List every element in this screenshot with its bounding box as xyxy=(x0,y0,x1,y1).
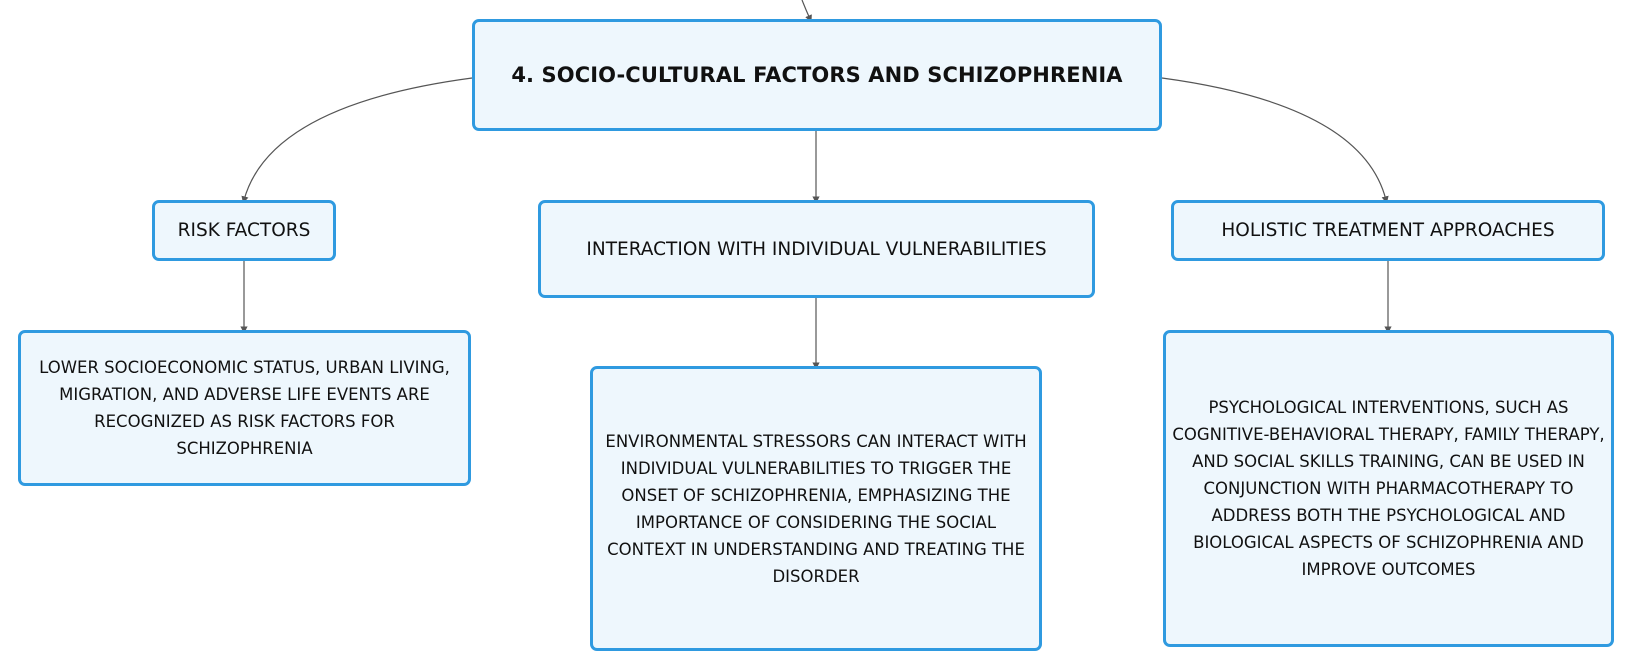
branch-interaction-node[interactable] xyxy=(538,200,1095,298)
connector-root-holistic xyxy=(1162,78,1386,200)
connector-incoming-root xyxy=(802,0,810,19)
branch-risk-factors-label: RISK FACTORS xyxy=(177,220,311,241)
interaction-detail-text: ENVIRONMENTAL STRESSORS CAN INTERACT WITH INDIVIDUAL VULNERABILITIES TO TRIGGER THE ONSET OF SCHIZOPHRENIA, EMPHASIZING THE IMPORTANCE OF CONSIDERING THE SOCIAL CONTEXT IN UNDERSTANDING AND TREATING THE DISORDER xyxy=(605,431,1027,586)
root-topic-node[interactable] xyxy=(472,19,1162,131)
holistic-treatment-detail-text: PSYCHOLOGICAL INTERVENTIONS, SUCH AS COGNITIVE-BEHAVIORAL THERAPY, FAMILY THERAPY, AND SOCIAL SKILLS TRAINING, CAN BE USED IN CONJUNCTION WITH PHARMACOTHERAPY TO ADDRESS BOTH THE PSYCHOLOGICAL AND BIOLOGICAL ASPECTS OF SCHIZOPHRENIA AND IMPROVE OUTCOMES xyxy=(1172,398,1605,579)
risk-factors-detail-node[interactable] xyxy=(18,330,471,486)
branch-holistic-treatment-node[interactable] xyxy=(1171,200,1605,261)
connector-root-risk-factors xyxy=(244,78,472,200)
branch-holistic-treatment-label: HOLISTIC TREATMENT APPROACHES xyxy=(1221,220,1555,241)
branch-risk-factors-node[interactable] xyxy=(152,200,336,261)
risk-factors-detail-text: LOWER SOCIOECONOMIC STATUS, URBAN LIVING, MIGRATION, AND ADVERSE LIFE EVENTS ARE RECOGNIZED AS RISK FACTORS FOR SCHIZOPHRENIA xyxy=(39,358,450,458)
interaction-detail-node[interactable] xyxy=(590,366,1042,651)
root-topic-label: 4. SOCIO-CULTURAL FACTORS AND SCHIZOPHRENIA xyxy=(511,63,1123,87)
holistic-treatment-detail-node[interactable] xyxy=(1163,330,1614,647)
branch-interaction-label: INTERACTION WITH INDIVIDUAL VULNERABILITIES xyxy=(586,238,1047,260)
